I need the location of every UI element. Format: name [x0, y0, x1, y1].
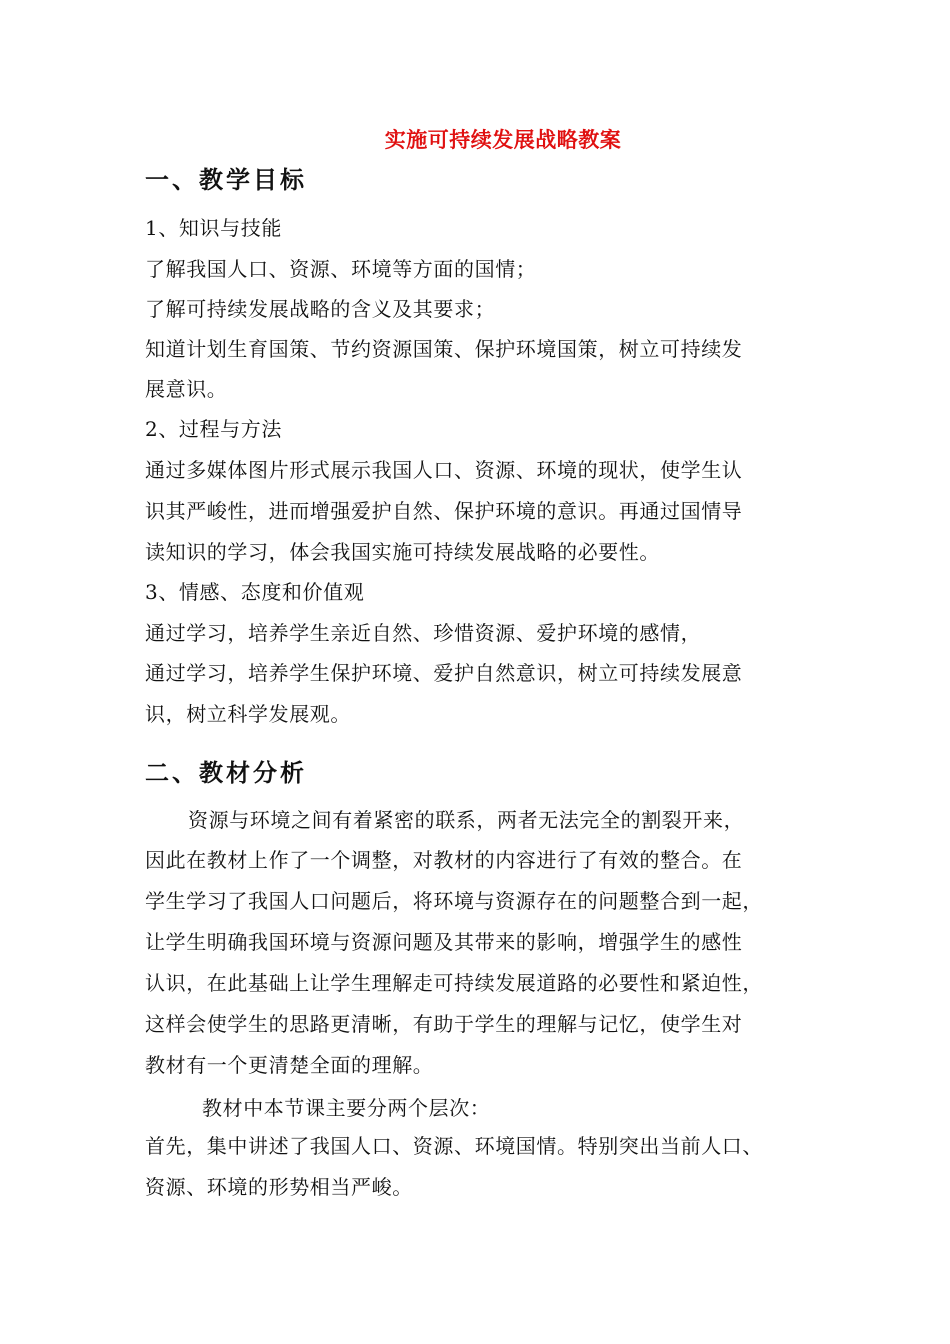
paragraph-line: 通过学习，培养学生保护环境、爱护自然意识，树立可持续发展意 [145, 661, 743, 685]
paragraph-line: 首先，集中讲述了我国人口、资源、环境国情。特别突出当前人口、 [145, 1134, 763, 1158]
paragraph-line: 知道计划生育国策、节约资源国策、保护环境国策，树立可持续发 [145, 337, 743, 361]
paragraph-line: 了解我国人口、资源、环境等方面的国情； [145, 257, 537, 281]
paragraph-line: 资源、环境的形势相当严峻。 [145, 1175, 413, 1199]
paragraph-line: 让学生明确我国环境与资源问题及其带来的影响，增强学生的感性 [145, 930, 743, 954]
paragraph-line: 教材中本节课主要分两个层次： [202, 1096, 491, 1120]
paragraph-line: 读知识的学习，体会我国实施可持续发展战略的必要性。 [145, 540, 660, 564]
paragraph-line: 这样会使学生的思路更清晰，有助于学生的理解与记忆，使学生对 [145, 1012, 743, 1036]
paragraph-line: 认识，在此基础上让学生理解走可持续发展道路的必要性和紧迫性， [145, 971, 763, 995]
paragraph-line: 展意识。 [145, 377, 228, 401]
paragraph-line: 通过学习，培养学生亲近自然、珍惜资源、爱护环境的感情， [145, 621, 702, 645]
paragraph-line: 2、过程与方法 [145, 417, 282, 441]
paragraph-line: 学生学习了我国人口问题后，将环境与资源存在的问题整合到一起， [145, 889, 763, 913]
section-heading-teaching-goals: 一、教学目标 [145, 166, 307, 194]
paragraph-line: 识，树立科学发展观。 [145, 702, 351, 726]
paragraph-line: 识其严峻性，进而增强爱护自然、保护环境的意识。再通过国情导 [145, 499, 743, 523]
section-heading-material-analysis: 二、教材分析 [145, 759, 307, 787]
paragraph-line: 资源与环境之间有着紧密的联系，两者无法完全的割裂开来， [188, 808, 745, 832]
paragraph-line: 教材有一个更清楚全面的理解。 [145, 1053, 434, 1077]
paragraph-line: 了解可持续发展战略的含义及其要求； [145, 297, 496, 321]
paragraph-line: 1、知识与技能 [145, 216, 282, 240]
document-title: 实施可持续发展战略教案 [384, 127, 622, 152]
paragraph-line: 通过多媒体图片形式展示我国人口、资源、环境的现状，使学生认 [145, 458, 743, 482]
paragraph-line: 3、情感、态度和价值观 [145, 580, 365, 604]
paragraph-line: 因此在教材上作了一个调整，对教材的内容进行了有效的整合。在 [145, 848, 743, 872]
